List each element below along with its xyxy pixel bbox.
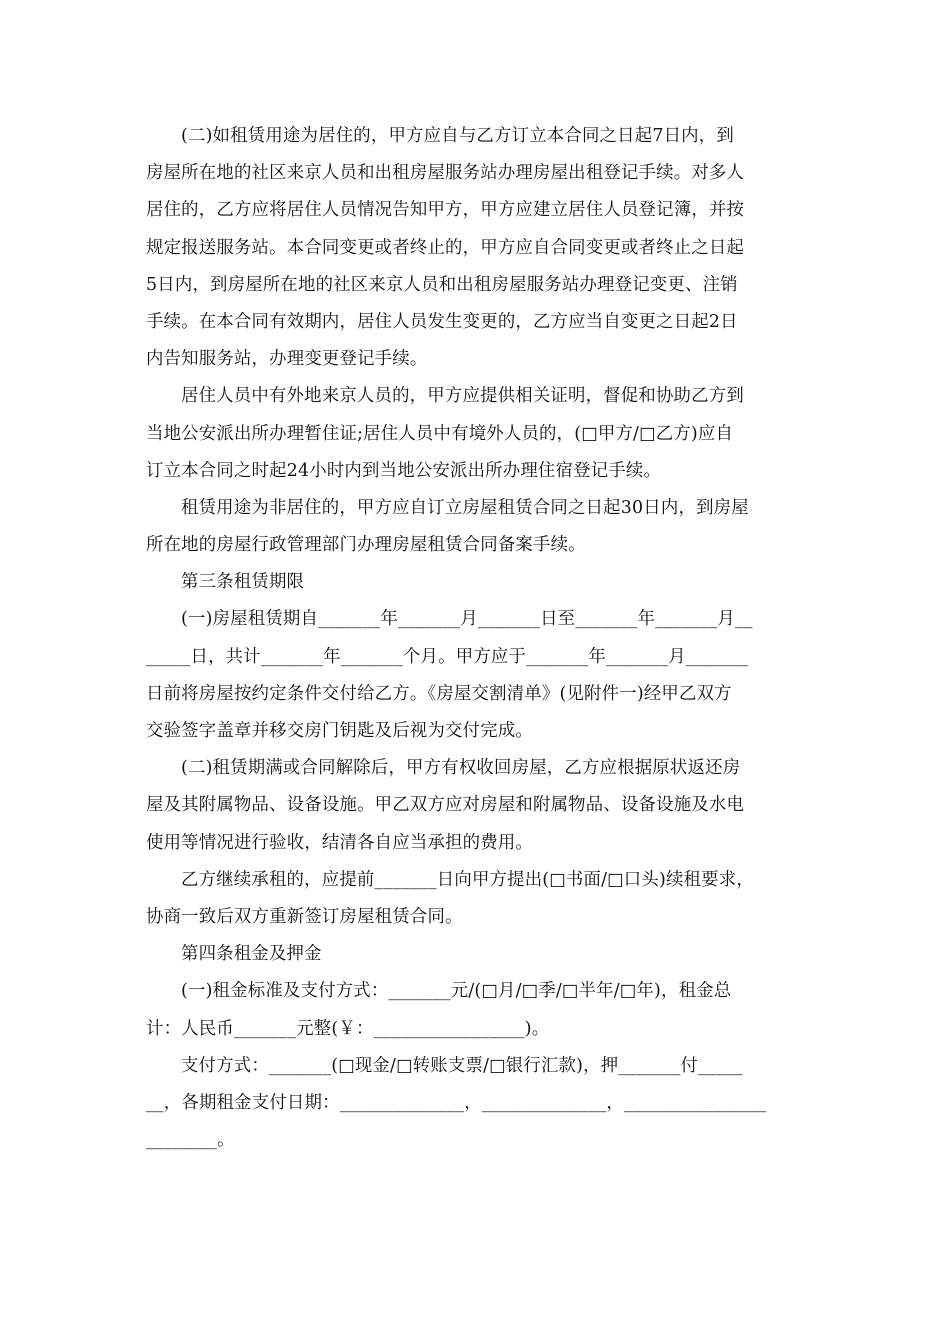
paragraph-line: 乙方继续承租的，应提前_______日向甲方提出(□书面/□口头)续租要求， bbox=[181, 869, 754, 890]
paragraph-line: 计：人民币_______元整(￥：_________________)。 bbox=[146, 1018, 550, 1039]
paragraph-line: 租赁用途为非居住的，甲方应自订立房屋租赁合同之日起30日内，到房屋 bbox=[181, 497, 749, 518]
paragraph-line: 居住的，乙方应将居住人员情况告知甲方，甲方应建立居住人员登记簿，并按 bbox=[146, 200, 745, 221]
section-heading: 第四条租金及押金 bbox=[181, 944, 322, 965]
document-body bbox=[146, 118, 806, 1159]
paragraph-line: 手续。在本合同有效期内，居住人员发生变更的，乙方应当自变更之日起2日 bbox=[146, 311, 738, 332]
paragraph-line: 使用等情况进行验收，结清各自应当承担的费用。 bbox=[146, 832, 533, 853]
paragraph-line: 居住人员中有外地来京人员的，甲方应提供相关证明，督促和协助乙方到 bbox=[181, 386, 744, 407]
paragraph-line: (一)租金标准及支付方式：_______元/(□月/□季/□半年/□年)，租金总 bbox=[181, 981, 732, 1002]
paragraph-line: ________。 bbox=[146, 1130, 235, 1151]
paragraph-line: 规定报送服务站。本合同变更或者终止的，甲方应自合同变更或者终止之日起 bbox=[146, 237, 745, 258]
paragraph-line: 交验签字盖章并移交房门钥匙及后视为交付完成。 bbox=[146, 721, 533, 741]
paragraph-line: (二)如租赁用途为居住的，甲方应自与乙方订立本合同之日起7日内，到 bbox=[181, 126, 734, 146]
paragraph-line: 日前将房屋按约定条件交付给乙方。《房屋交割清单》(见附件一)经甲乙双方 bbox=[146, 683, 732, 704]
section-heading: 第三条租赁期限 bbox=[181, 572, 305, 593]
paragraph-line: 支付方式：_______(□现金/□转账支票/□银行汇款)，押_______付_____ bbox=[181, 1055, 743, 1076]
paragraph-line: 当地公安派出所办理暂住证;居住人员中有境外人员的，(□甲方/□乙方)应自 bbox=[146, 423, 734, 444]
paragraph-line: 屋及其附属物品、设备设施。甲乙双方应对房屋和附属物品、设备设施及水电 bbox=[146, 795, 745, 816]
paragraph-line: __，各期租金支付日期：______________，______________，________________ bbox=[146, 1092, 767, 1113]
paragraph-line: 房屋所在地的社区来京人员和出租房屋服务站办理房屋出租登记手续。对多人 bbox=[146, 163, 745, 184]
paragraph-line: 订立本合同之时起24小时内到当地公安派出所办理住宿登记手续。 bbox=[146, 460, 662, 481]
paragraph-line: (二)租赁期满或合同解除后，甲方有权收回房屋，乙方应根据原状返还房 bbox=[181, 758, 741, 779]
paragraph-line: _____日，共计_______年_______个月。甲方应于_______年_______月_______ bbox=[146, 646, 749, 667]
paragraph-line: 协商一致后双方重新签订房屋租赁合同。 bbox=[146, 906, 463, 927]
paragraph-line: 内告知服务站，办理变更登记手续。 bbox=[146, 349, 428, 370]
paragraph-line: 所在地的房屋行政管理部门办理房屋租赁合同备案手续。 bbox=[146, 535, 586, 556]
paragraph-line: 5日内，到房屋所在地的社区来京人员和出租房屋服务站办理登记变更、注销 bbox=[146, 274, 738, 295]
paragraph-line: (一)房屋租赁期自_______年_______月_______日至_______年_______月__ bbox=[181, 609, 753, 630]
